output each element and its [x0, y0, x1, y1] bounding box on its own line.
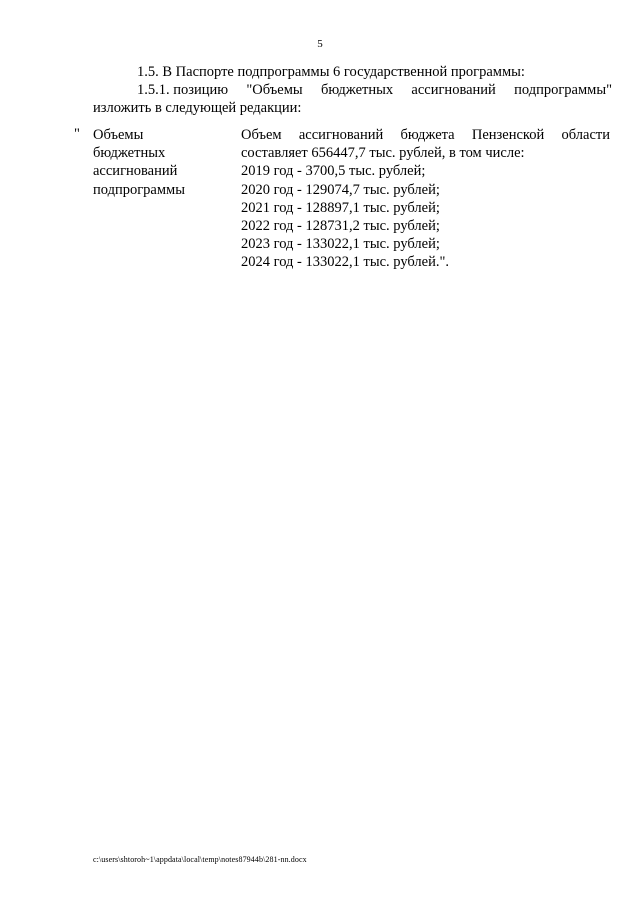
- value-line-2023: 2023 год - 133022,1 тыс. рублей;: [241, 236, 440, 253]
- paragraph-word: "Объемы: [246, 82, 303, 98]
- paragraph-word: подпрограммы": [514, 82, 612, 98]
- budget-table-row: [74, 126, 614, 276]
- page-number: 5: [317, 38, 323, 50]
- value-word: ассигнований: [298, 127, 384, 143]
- value-word: Пензенской: [471, 127, 545, 143]
- opening-quote-mark: ": [74, 126, 80, 142]
- paragraph-word: ассигнований: [411, 82, 496, 98]
- value-word: области: [561, 127, 610, 143]
- value-word: Объем: [241, 127, 282, 143]
- value-line-total: составляет 656447,7 тыс. рублей, в том числе:: [241, 145, 525, 162]
- label-line: бюджетных: [93, 145, 166, 162]
- footer-file-path: c:\users\shtoroh~1\appdata\local\temp\notes87944b\281-nn.docx: [93, 855, 307, 864]
- value-line-2019: 2019 год - 3700,5 тыс. рублей;: [241, 163, 426, 180]
- table-label-cell: [93, 126, 223, 199]
- value-line-2021: 2021 год - 128897,1 тыс. рублей;: [241, 199, 440, 216]
- paragraph-1-5: 1.5. В Паспорте подпрограммы 6 государственной программы:: [137, 64, 525, 80]
- label-line: Объемы: [93, 127, 144, 143]
- paragraph-1-5-1-line2: изложить в следующей редакции:: [93, 100, 302, 116]
- paragraph-1-5-1-line1: [137, 82, 612, 99]
- paragraph-word: бюджетных: [320, 82, 394, 98]
- value-line-2020: 2020 год - 129074,7 тыс. рублей;: [241, 181, 440, 198]
- value-first-line: [241, 126, 610, 144]
- value-line-2022: 2022 год - 128731,2 тыс. рублей;: [241, 218, 440, 235]
- table-value-cell: [241, 126, 610, 272]
- paragraph-word: 1.5.1. позицию: [137, 82, 229, 98]
- value-word: бюджета: [400, 127, 455, 143]
- label-line: подпрограммы: [93, 181, 185, 198]
- label-line: ассигнований: [93, 163, 178, 180]
- value-line-2024: 2024 год - 133022,1 тыс. рублей.".: [241, 254, 449, 271]
